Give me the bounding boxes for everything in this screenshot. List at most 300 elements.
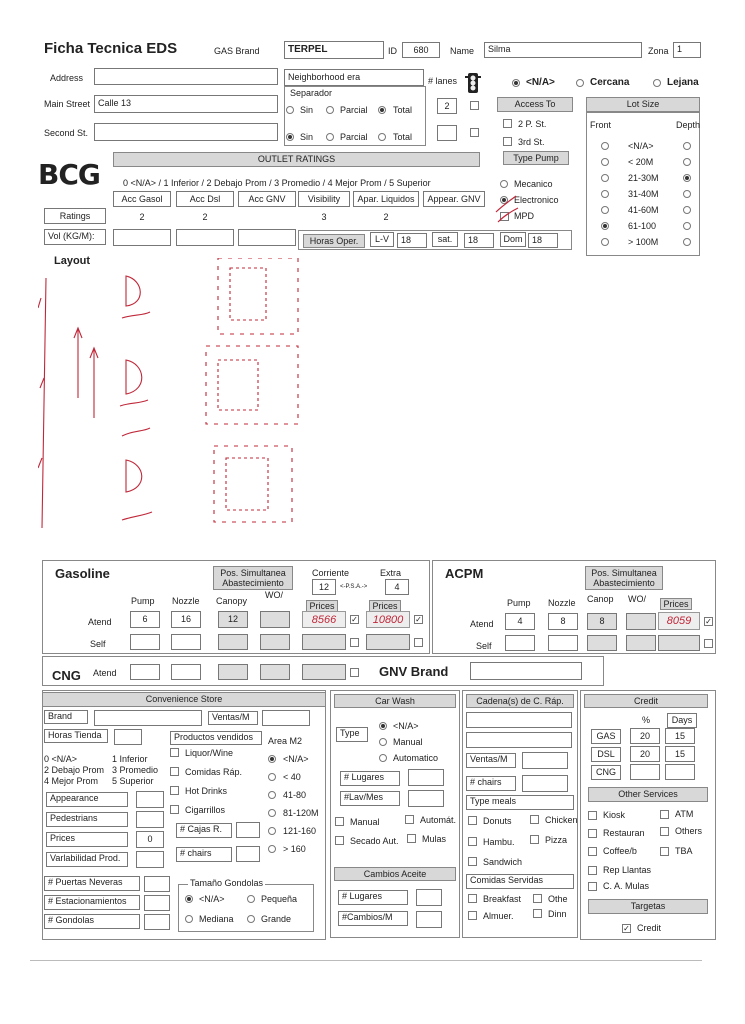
- lanes-label: # lanes: [428, 76, 458, 86]
- credit-type-label: GAS: [591, 729, 621, 744]
- area-radio[interactable]: [268, 845, 276, 853]
- sandwich-checkbox[interactable]: [468, 857, 477, 866]
- store-row-label: Varlabilidad Prod.: [46, 852, 128, 867]
- ca-mulas-checkbox[interactable]: [588, 882, 597, 891]
- almuer-label: Almuer.: [483, 911, 514, 921]
- gas-self-pump-field[interactable]: [130, 634, 160, 650]
- acpm-self-canop-field[interactable]: [587, 635, 617, 651]
- credit-type-label: CNG: [591, 765, 621, 780]
- gas-pump-field[interactable]: 6: [130, 611, 160, 628]
- product-label: Cigarrillos: [185, 805, 226, 815]
- carwash-lavmes-field[interactable]: [408, 790, 444, 807]
- cng-pump-field[interactable]: [130, 664, 160, 680]
- cng-price-field[interactable]: [302, 664, 346, 680]
- gas-price-1-checkbox[interactable]: ✓: [351, 615, 358, 624]
- others-label: Others: [675, 826, 703, 836]
- credit-pct-field[interactable]: [630, 764, 660, 780]
- carwash-na-radio[interactable]: [379, 722, 387, 730]
- product-checkbox[interactable]: [170, 748, 179, 757]
- cambios-mes-label: #Cambios/M: [338, 911, 408, 926]
- cajas-label: # Cajas R.: [176, 823, 232, 838]
- lot-front-radio[interactable]: [601, 158, 609, 166]
- carwash-automatico-label: Automatico: [393, 753, 439, 763]
- lot-front-radio[interactable]: [601, 206, 609, 214]
- puertas-field[interactable]: [144, 876, 170, 892]
- rep-llantas-checkbox[interactable]: [588, 866, 597, 875]
- acpm-pos-sim-header: Pos. Simultanea Abastecimiento: [585, 566, 663, 590]
- outlet-column-header: Appear. GNV: [423, 191, 485, 207]
- vol-field-1[interactable]: [113, 229, 171, 246]
- horas-tienda-label: Horas Tienda: [44, 729, 108, 743]
- restauran-checkbox[interactable]: [588, 829, 597, 838]
- tba-label: TBA: [675, 846, 693, 856]
- vol-field-3[interactable]: [238, 229, 296, 246]
- gas-wo-label: WO/: [265, 590, 283, 600]
- mulas-checkbox[interactable]: [407, 834, 416, 843]
- second-street-label: Second St.: [44, 128, 89, 138]
- vol-label: Vol (KG/M):: [44, 229, 106, 245]
- store-row-field[interactable]: 0: [136, 831, 164, 848]
- store-chairs-label: # chairs: [176, 847, 232, 862]
- second-street-field[interactable]: [94, 123, 278, 141]
- gas-self-canopy-field[interactable]: [218, 634, 248, 650]
- store-scale-item: 1 Inferior: [112, 754, 148, 764]
- outlet-column-header: Acc Gasol: [113, 191, 171, 207]
- breakfast-label: Breakfast: [483, 894, 522, 904]
- sketch-dispenser-2: [126, 360, 142, 394]
- sketch-dispenser-3: [126, 460, 142, 492]
- gas-price-2-checkbox[interactable]: ✓: [415, 615, 422, 624]
- lot-depth-radio[interactable]: [683, 174, 691, 182]
- cambios-mes-field[interactable]: [416, 911, 442, 928]
- traffic-light-icon: [465, 72, 481, 98]
- acpm-atend-label: Atend: [470, 619, 494, 629]
- credit-days-field[interactable]: 15: [665, 728, 695, 744]
- estacionamientos-field[interactable]: [144, 895, 170, 911]
- store-scale-item: 4 Mejor Prom: [44, 776, 99, 786]
- tba-checkbox[interactable]: [660, 847, 669, 856]
- layout-sketch: [38, 258, 358, 550]
- second-sin-radio[interactable]: [286, 133, 294, 141]
- store-scale-item: 3 Promedio: [112, 765, 159, 775]
- aceite-lugares-label: # Lugares: [338, 890, 408, 905]
- hambu-label: Hambu.: [483, 837, 515, 847]
- acpm-pump-label: Pump: [507, 598, 531, 608]
- gas-canopy-label: Canopy: [216, 596, 248, 606]
- productos-vendidos-label: Productos vendidos: [170, 731, 262, 745]
- cajas-field[interactable]: [236, 822, 260, 838]
- cng-nozzle-field[interactable]: [171, 664, 201, 680]
- psa-label: <-P.S.A.->: [340, 584, 368, 590]
- dom-label: Dom: [500, 232, 526, 247]
- gas-nozzle-label: Nozzle: [172, 596, 200, 606]
- gas-nozzle-field[interactable]: 16: [171, 611, 201, 628]
- product-checkbox[interactable]: [170, 786, 179, 795]
- store-scale-item: 2 Debajo Prom: [44, 765, 105, 775]
- acpm-pump-field[interactable]: 4: [505, 613, 535, 630]
- mulas-label: Mulas: [422, 834, 447, 844]
- store-row-field[interactable]: [136, 851, 164, 868]
- address-label: Address: [50, 73, 84, 83]
- product-label: Comidas Ráp.: [185, 767, 243, 777]
- access-3rd-label: 3rd St.: [518, 137, 545, 147]
- gondola-pequena-radio[interactable]: [247, 895, 255, 903]
- acpm-self-wo-field[interactable]: [626, 635, 656, 651]
- address-field[interactable]: [94, 68, 278, 85]
- neighborhood-label: Neighborhood: [288, 72, 345, 82]
- credit-pct-label: %: [642, 715, 651, 725]
- acpm-nozzle-field[interactable]: 8: [548, 613, 578, 630]
- coffee-label: Coffee/b: [603, 846, 637, 856]
- coffee-checkbox[interactable]: [588, 847, 597, 856]
- donuts-checkbox[interactable]: [468, 816, 477, 825]
- cadena-ventas-field[interactable]: [522, 752, 568, 769]
- pizza-label: Pizza: [545, 835, 568, 845]
- area-radio[interactable]: [268, 773, 276, 781]
- location-na-label: <N/A>: [526, 77, 555, 88]
- cadena-name-field-2[interactable]: [466, 732, 572, 748]
- horas-tienda-field[interactable]: [114, 729, 142, 745]
- corriente-field[interactable]: 12: [312, 579, 336, 595]
- cadena-chairs-field[interactable]: [522, 775, 568, 792]
- acpm-price-checkbox[interactable]: ✓: [705, 617, 712, 626]
- horas-oper-label: Horas Oper.: [303, 234, 365, 248]
- kiosk-checkbox[interactable]: [588, 811, 597, 820]
- cng-atend-label: Atend: [93, 668, 117, 678]
- gas-self-nozzle-field[interactable]: [171, 634, 201, 650]
- outlet-rating-value[interactable]: 2: [383, 212, 389, 222]
- id-label: ID: [388, 46, 397, 56]
- main-parcial-radio[interactable]: [326, 106, 334, 114]
- gas-wo-field[interactable]: [260, 611, 290, 628]
- atm-label: ATM: [675, 809, 694, 819]
- comidas-servidas-label: Comidas Servidas: [466, 874, 574, 889]
- store-ventas-field[interactable]: [262, 710, 310, 726]
- credit-header: Credit: [584, 694, 708, 708]
- acpm-self-label: Self: [476, 641, 492, 651]
- acpm-wo-field[interactable]: [626, 613, 656, 630]
- chicken-label: Chicken: [545, 815, 578, 825]
- lot-depth-radio[interactable]: [683, 206, 691, 214]
- store-brand-label: Brand: [44, 710, 88, 724]
- outlet-rating-value[interactable]: 2: [139, 212, 145, 222]
- store-chairs-field[interactable]: [236, 846, 260, 862]
- lot-option-label: < 20M: [628, 157, 654, 167]
- credit-pct-field[interactable]: 20: [630, 728, 660, 744]
- product-label: Hot Drinks: [185, 786, 228, 796]
- gnv-brand-label: GNV Brand: [379, 664, 449, 679]
- area-radio[interactable]: [268, 809, 276, 817]
- acpm-self-price-field[interactable]: [658, 635, 700, 651]
- secado-label: Secado Aut.: [350, 836, 399, 846]
- gas-self-price-2[interactable]: [366, 634, 410, 650]
- convenience-store-header: Convenience Store: [42, 692, 326, 707]
- sketch-island-2: [218, 360, 258, 410]
- acpm-nozzle-label: Nozzle: [548, 598, 576, 608]
- parcial-label-2: Parcial: [340, 132, 368, 142]
- carwash-manual-label: Manual: [393, 737, 423, 747]
- main-street-field[interactable]: Calle 13: [94, 95, 278, 113]
- carwash-manual-checkbox[interactable]: [335, 817, 344, 826]
- dinn-checkbox[interactable]: [533, 909, 542, 918]
- pizza-checkbox[interactable]: [530, 835, 539, 844]
- sketch-arrow-2: [90, 348, 98, 418]
- dinn-label: Dinn: [548, 909, 567, 919]
- carwash-automatico-radio[interactable]: [379, 754, 387, 762]
- second-parcial-radio[interactable]: [326, 133, 334, 141]
- store-scale-item: 0 <N/A>: [44, 754, 78, 764]
- cercana-radio[interactable]: [576, 79, 584, 87]
- credit-pct-field[interactable]: 20: [630, 746, 660, 762]
- carwash-lugares-field[interactable]: [408, 769, 444, 786]
- lot-depth-radio[interactable]: [683, 190, 691, 198]
- neighborhood-value: era: [347, 72, 361, 82]
- gas-canopy-field[interactable]: 12: [218, 611, 248, 628]
- othe-label: Othe: [548, 894, 568, 904]
- access-3rd-checkbox[interactable]: [503, 137, 512, 146]
- sketch-dispenser-1: [126, 276, 140, 306]
- store-row-label: Pedestrians: [46, 812, 128, 827]
- outlet-column-header: Apar. Liquidos: [353, 191, 419, 207]
- credit-days-label: Days: [667, 713, 697, 728]
- gondolas-field[interactable]: [144, 914, 170, 930]
- second-street-checkbox[interactable]: [470, 128, 479, 137]
- gas-self-2-checkbox[interactable]: [414, 638, 423, 647]
- neighborhood-field[interactable]: [284, 69, 424, 86]
- lot-option-label: <N/A>: [628, 141, 654, 151]
- second-total-radio[interactable]: [378, 133, 386, 141]
- outlet-column-header: Acc GNV: [238, 191, 296, 207]
- area-radio[interactable]: [268, 791, 276, 799]
- credit-days-field[interactable]: [665, 764, 695, 780]
- lot-option-label: 61-100: [628, 221, 657, 231]
- gas-self-price-1[interactable]: [302, 634, 346, 650]
- extra-field[interactable]: 4: [385, 579, 409, 595]
- atm-checkbox[interactable]: [660, 810, 669, 819]
- lot-option-label: 41-60M: [628, 205, 659, 215]
- gas-atend-label: Atend: [88, 617, 112, 627]
- gas-brand-label: GAS Brand: [214, 46, 260, 56]
- lot-depth-radio[interactable]: [683, 158, 691, 166]
- tamano-gondolas-label: Tamaño Gondolas: [190, 878, 264, 888]
- outlet-column-header: Acc Dsl: [176, 191, 234, 207]
- gondola-grande-radio[interactable]: [247, 915, 255, 923]
- lot-option-label: > 100M: [628, 237, 659, 247]
- cadena-chairs-label: # chairs: [466, 776, 516, 791]
- store-ventas-label: Ventas/M: [208, 711, 258, 725]
- vol-field-2[interactable]: [176, 229, 234, 246]
- area-label: 81-120M: [283, 808, 319, 818]
- product-checkbox[interactable]: [170, 805, 179, 814]
- carwash-na-label: <N/A>: [393, 721, 419, 731]
- location-na-radio[interactable]: [512, 79, 520, 87]
- gasoline-title: Gasoline: [55, 566, 110, 581]
- store-brand-field[interactable]: [94, 710, 202, 726]
- bottom-divider: [30, 960, 702, 961]
- estacionamientos-label: # Estacionamientos: [44, 895, 140, 910]
- parcial-label: Parcial: [340, 105, 368, 115]
- cng-checkbox[interactable]: [350, 668, 359, 677]
- lot-depth-radio[interactable]: [683, 238, 691, 246]
- gnv-brand-field[interactable]: [470, 662, 582, 680]
- extra-label: Extra: [380, 568, 402, 578]
- access-2p-checkbox[interactable]: [503, 119, 512, 128]
- carwash-manual-radio[interactable]: [379, 738, 387, 746]
- area-label: > 160: [283, 844, 306, 854]
- depth-label: Depth: [676, 120, 701, 130]
- store-row-field[interactable]: [136, 811, 164, 828]
- type-meals-label: Type meals: [466, 795, 574, 810]
- front-label: Front: [590, 120, 612, 130]
- gas-price-corriente[interactable]: 8566: [302, 611, 346, 628]
- lv-label: L-V: [370, 232, 394, 247]
- gas-brand-field[interactable]: TERPEL: [284, 41, 384, 59]
- corriente-label: Corriente: [312, 568, 350, 578]
- lot-size-group: [586, 112, 700, 256]
- total-label: Total: [393, 105, 413, 115]
- other-services-header: Other Services: [588, 787, 708, 802]
- sin-label: Sin: [300, 105, 314, 115]
- area-radio[interactable]: [268, 827, 276, 835]
- credit-card-checkbox[interactable]: ✓: [623, 924, 630, 933]
- chicken-checkbox[interactable]: [530, 815, 539, 824]
- area-label: 121-160: [283, 826, 317, 836]
- store-row-field[interactable]: [136, 791, 164, 808]
- acpm-self-nozzle-field[interactable]: [548, 635, 578, 651]
- total-label-2: Total: [393, 132, 413, 142]
- sat-label: sat.: [432, 232, 458, 247]
- zona-field[interactable]: 1: [673, 42, 701, 58]
- credit-card-label: Credit: [637, 923, 662, 933]
- store-scale-item: 5 Superior: [112, 776, 154, 786]
- acpm-canop-field[interactable]: 8: [587, 613, 617, 630]
- breakfast-checkbox[interactable]: [468, 894, 477, 903]
- car-wash-header: Car Wash: [334, 694, 456, 708]
- outlet-rating-value[interactable]: 2: [202, 212, 208, 222]
- lot-front-radio[interactable]: [601, 222, 609, 230]
- lanes-main-field[interactable]: 2: [437, 98, 457, 114]
- product-label: Liquor/Wine: [185, 748, 234, 758]
- acpm-self-checkbox[interactable]: [704, 639, 713, 648]
- carwash-automat-checkbox[interactable]: [405, 815, 414, 824]
- lanes-second-field[interactable]: [437, 125, 457, 141]
- gas-prices-header-1: Prices: [306, 600, 338, 612]
- electronico-label: Electronico: [514, 195, 559, 205]
- gondola-mediana-radio[interactable]: [185, 915, 193, 923]
- rep-llantas-label: Rep Llantas: [603, 865, 652, 875]
- cadena-name-field[interactable]: [466, 712, 572, 728]
- area-label: 41-80: [283, 790, 307, 800]
- separador-label: Separador: [290, 88, 333, 98]
- product-checkbox[interactable]: [170, 767, 179, 776]
- lejana-label: Lejana: [667, 77, 699, 88]
- gondola-na-label: <N/A>: [199, 894, 225, 904]
- area-m2-label: Area M2: [268, 736, 303, 746]
- lot-depth-radio[interactable]: [683, 142, 691, 150]
- lot-front-radio[interactable]: [601, 174, 609, 182]
- zona-label: Zona: [648, 46, 669, 56]
- gas-price-extra[interactable]: 10800: [366, 611, 410, 628]
- main-sin-radio[interactable]: [286, 106, 294, 114]
- name-label: Name: [450, 46, 475, 56]
- lot-size-header: Lot Size: [586, 97, 700, 112]
- targetas-header: Targetas: [588, 899, 708, 914]
- hambu-checkbox[interactable]: [468, 837, 477, 846]
- access-2p-label: 2 P. St.: [518, 119, 547, 129]
- sketch-island-3: [226, 458, 268, 510]
- mpd-label: MPD: [514, 211, 534, 221]
- acpm-prices-header: Prices: [660, 598, 692, 610]
- type-pump-header: Type Pump: [503, 151, 569, 165]
- kiosk-label: Kiosk: [603, 810, 626, 820]
- area-radio[interactable]: [268, 755, 276, 763]
- cercana-label: Cercana: [590, 77, 630, 88]
- lot-front-radio[interactable]: [601, 190, 609, 198]
- dom-field[interactable]: 18: [528, 233, 558, 248]
- mecanico-radio[interactable]: [500, 180, 508, 188]
- aceite-lugares-field[interactable]: [416, 889, 442, 906]
- othe-checkbox[interactable]: [533, 894, 542, 903]
- store-row-label: Prices: [46, 832, 128, 847]
- almuer-checkbox[interactable]: [468, 911, 477, 920]
- gas-pump-label: Pump: [131, 596, 155, 606]
- lv-field[interactable]: 18: [397, 233, 427, 248]
- gondola-na-radio[interactable]: [185, 895, 193, 903]
- tamano-gondolas-group: [178, 884, 314, 932]
- mecanico-label: Mecanico: [514, 179, 553, 189]
- carwash-automat-label: Automát.: [420, 815, 457, 825]
- cadena-header: Cadena(s) de C. Ráp.: [466, 694, 574, 708]
- lot-depth-radio[interactable]: [683, 222, 691, 230]
- lot-front-radio[interactable]: [601, 142, 609, 150]
- gas-self-label: Self: [90, 639, 106, 649]
- secado-checkbox[interactable]: [335, 836, 344, 845]
- others-checkbox[interactable]: [660, 827, 669, 836]
- lot-front-radio[interactable]: [601, 238, 609, 246]
- main-total-radio[interactable]: [378, 106, 386, 114]
- sat-field[interactable]: 18: [464, 233, 494, 248]
- cng-wo-field[interactable]: [260, 664, 290, 680]
- sketch-left-line: [38, 278, 46, 528]
- lot-option-label: 21-30M: [628, 173, 659, 183]
- cadena-ventas-label: Ventas/M: [466, 753, 516, 768]
- credit-type-label: DSL: [591, 747, 621, 762]
- gasoline-pos-sim-header: Pos. Simultanea Abastecimiento: [213, 566, 293, 590]
- acpm-price-field[interactable]: 8059: [658, 612, 700, 630]
- area-label: <N/A>: [283, 754, 309, 764]
- id-field[interactable]: 680: [402, 42, 440, 58]
- gondola-pequena-label: Pequeña: [261, 894, 298, 904]
- name-field[interactable]: Silma: [484, 42, 642, 58]
- acpm-self-pump-field[interactable]: [505, 635, 535, 651]
- ratings-label: Ratings: [44, 208, 106, 224]
- acpm-wo-label: WO/: [628, 594, 646, 604]
- outlet-scale-text: 0 <N/A> / 1 Inferior / 2 Debajo Prom / 3 Promedio / 4 Mejor Prom / 5 Superior: [123, 178, 431, 188]
- lejana-radio[interactable]: [653, 79, 661, 87]
- main-street-label: Main Street: [44, 99, 91, 109]
- credit-days-field[interactable]: 15: [665, 746, 695, 762]
- gas-self-1-checkbox[interactable]: [350, 638, 359, 647]
- ca-mulas-label: C. A. Mulas: [603, 881, 650, 891]
- lot-option-label: 31-40M: [628, 189, 659, 199]
- cng-title: CNG: [52, 668, 81, 683]
- gondola-grande-label: Grande: [261, 914, 292, 924]
- cng-canopy-field[interactable]: [218, 664, 248, 680]
- gas-self-wo-field[interactable]: [260, 634, 290, 650]
- main-street-checkbox[interactable]: [470, 101, 479, 110]
- carwash-lugares-label: # Lugares: [340, 771, 400, 786]
- outlet-rating-value[interactable]: 3: [321, 212, 327, 222]
